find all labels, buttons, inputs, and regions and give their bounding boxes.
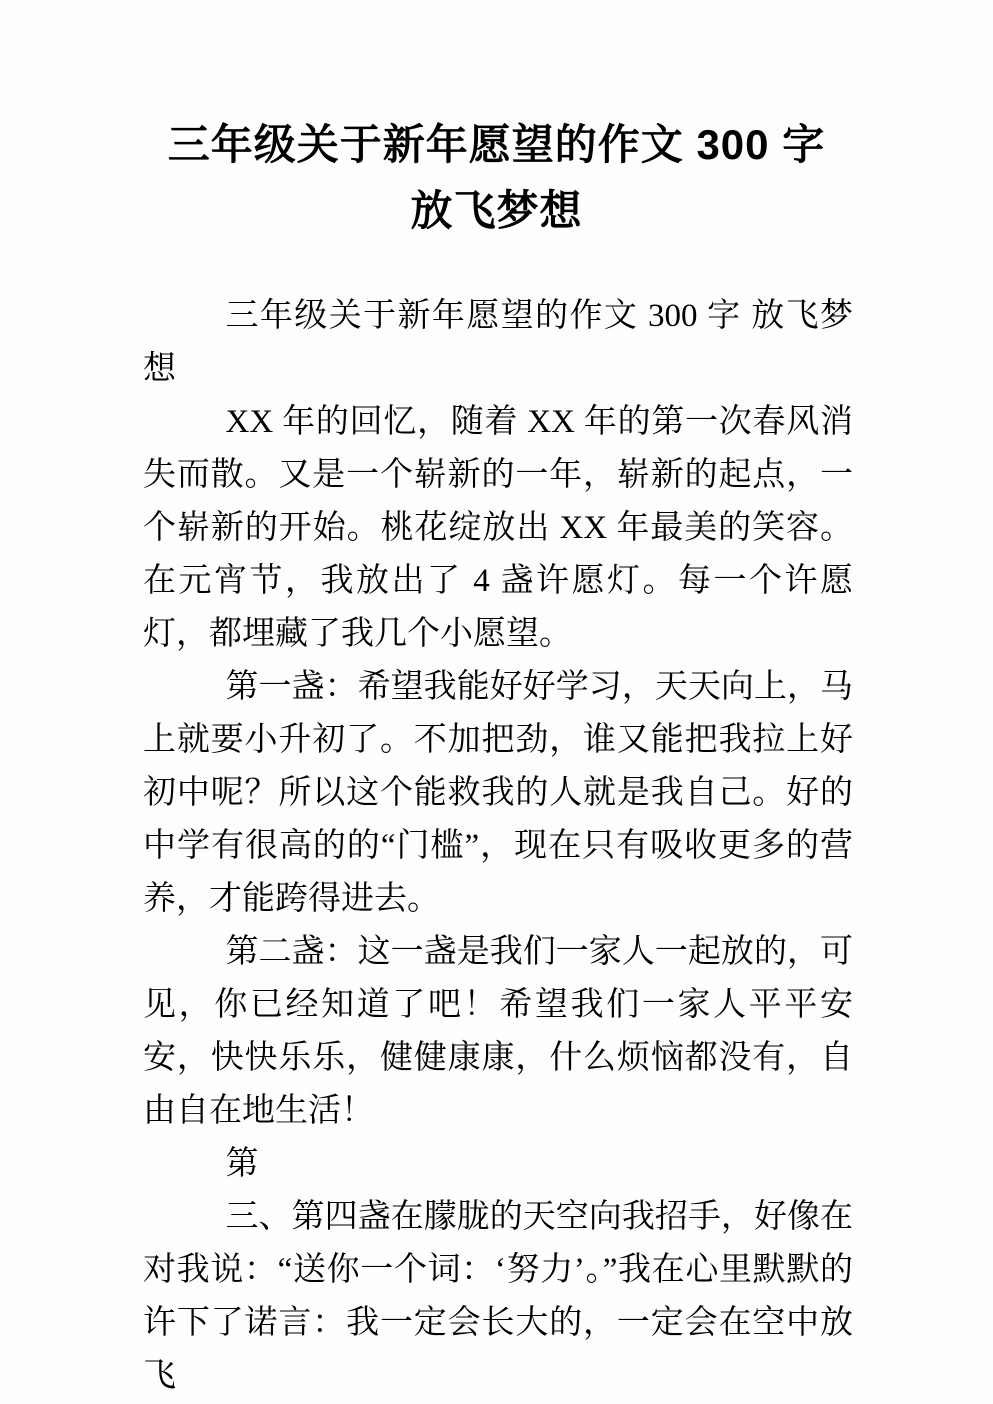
document-title: 三年级关于新年愿望的作文 300 字 放飞梦想	[167, 121, 826, 234]
paragraph-intro: XX 年的回忆，随着 XX 年的第一次春风消失而散。又是一个崭新的一年，崭新的起点，一个崭新的开始。桃花绽放出 XX 年最美的笑容。在元宵节，我放出了 4 盏许愿灯。每一个许愿灯，都埋藏了我几个小愿望。	[143, 404, 853, 652]
paragraph-third-fourth-lantern: 三、第四盏在朦胧的天空向我招手，好像在对我说：“送你一个词：‘努力’。”我在心里默默的许下了诺言：我一定会长大的，一定会在空中放飞	[143, 1199, 853, 1394]
paragraph-second-lantern: 第二盏：这一盏是我们一家人一起放的，可见，你已经知道了吧！希望我们一家人平平安安，快快乐乐，健健康康，什么烦恼都没有，自由自在地生活！	[143, 934, 853, 1129]
paragraph-first-lantern: 第一盏：希望我能好好学习，天天向上，马上就要小升初了。不加把劲，谁又能把我拉上好初中呢？所以这个能救我的人就是我自己。好的中学有很高的的“门槛”，现在只有吸收更多的营养，才能跨得进去。	[143, 669, 853, 917]
document-body	[143, 290, 853, 1403]
paragraph-orphan-char: 第	[225, 1146, 259, 1182]
paragraph-title-line: 三年级关于新年愿望的作文 300 字 放飞梦想	[143, 298, 853, 387]
